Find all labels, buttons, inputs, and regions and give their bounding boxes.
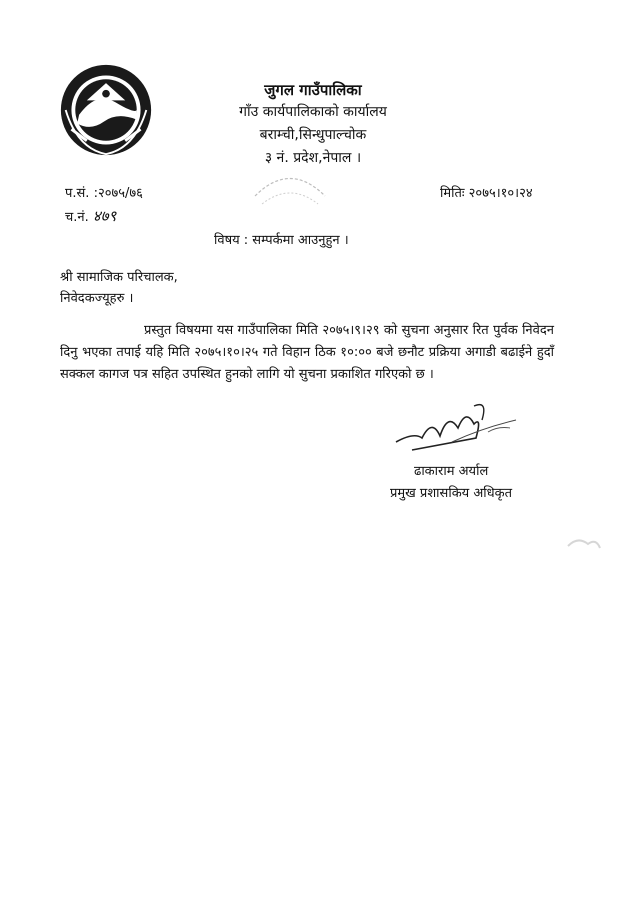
dispatch-value: ४७९ xyxy=(92,207,117,225)
office-name: गाँउ कार्यपालिकाको कार्यालय xyxy=(239,104,387,120)
recipient-line-2: निवेदकज्यूहरु । xyxy=(60,291,134,306)
dispatch-prefix: च.नं. xyxy=(65,210,89,225)
org-name: जुगल गाउँपालिका xyxy=(264,81,362,99)
subject-line: विषय : सम्पर्कमा आउनुहुन । xyxy=(214,233,349,248)
letter-date: मितिः २०७५।१०।२४ xyxy=(440,186,533,201)
office-address: बराम्ची,सिन्धुपाल्चोक xyxy=(259,127,367,143)
nepal-government-emblem-icon xyxy=(58,62,154,158)
signatory-name: ढाकाराम अर्याल xyxy=(414,464,489,479)
smudge-mark-icon xyxy=(566,534,602,554)
office-stamp-icon xyxy=(250,166,330,216)
dispatch-number xyxy=(65,206,116,226)
letter-body: प्रस्तुत विषयमा यस गाउँपालिका मिति २०७५।९।२९ को सुचना अनुसार रित पुर्वक निवेदन दिनु भएका तपाई यहि मिति २०७५।१०।२५ गते विहान ठिक १०:०० बजे छनौट प्रक्रिया अगाडी बढाईने हुदाँ सक्कल कागज पत्र सहित उपस्थित हुनको लागि यो सुचना प्रकाशित गरिएको छ । xyxy=(60,323,554,382)
signature-icon xyxy=(392,398,522,462)
recipient-line-1: श्री सामाजिक परिचालक, xyxy=(60,270,178,285)
reference-number xyxy=(65,183,143,201)
reference-value: २०७५/७६ xyxy=(97,186,143,201)
signatory-title: प्रमुख प्रशासकिय अधिकृत xyxy=(390,486,513,501)
office-province: ३ नं. प्रदेश,नेपाल । xyxy=(264,150,362,166)
reference-prefix: प.सं. : xyxy=(65,186,98,201)
